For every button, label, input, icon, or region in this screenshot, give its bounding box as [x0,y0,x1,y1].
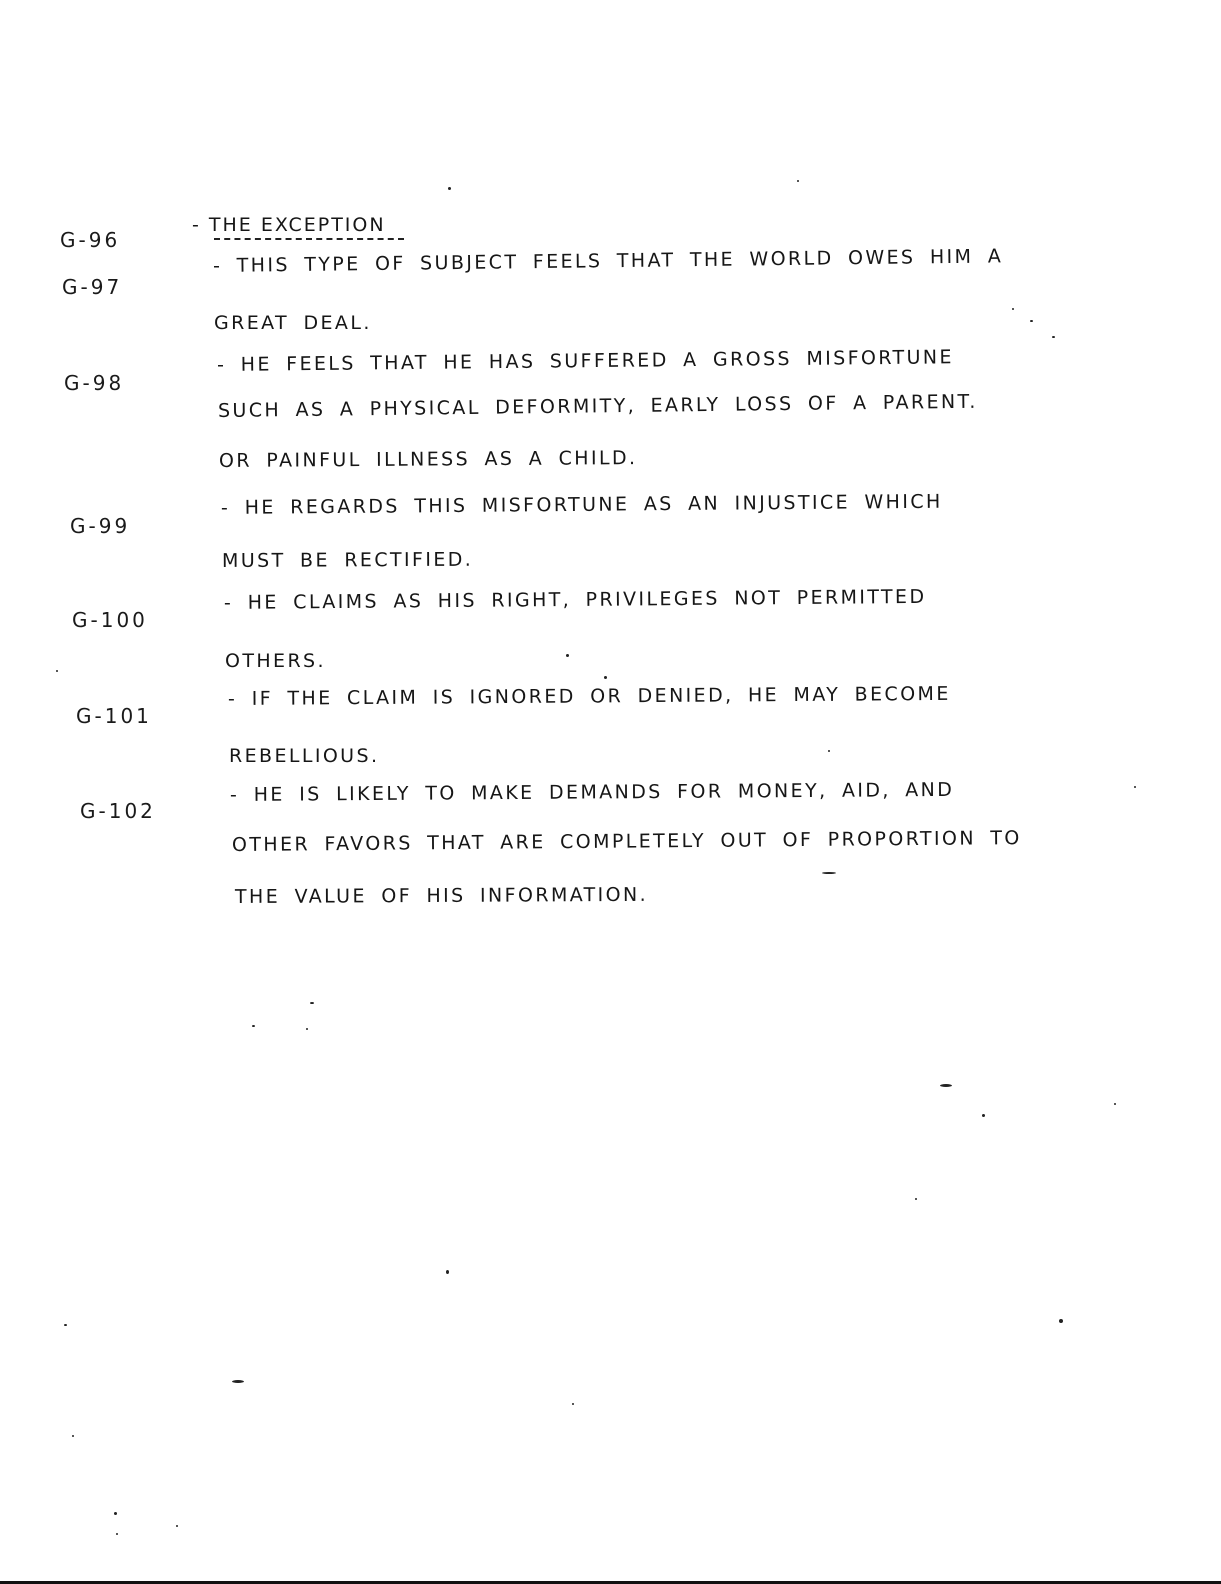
scan-speck [310,1002,314,1004]
scan-speck [1059,1319,1063,1323]
scan-speck [56,670,58,672]
scan-speck [116,1533,118,1535]
scan-speck [797,180,799,182]
scan-speck [252,1025,255,1027]
scan-speck [828,750,830,752]
item-g98-line-2: SUCH AS A PHYSICAL DEFORMITY, EARLY LOSS OF A PARENT. [217,390,978,422]
scan-speck [940,1084,952,1087]
scan-speck [306,1028,308,1030]
item-g102-line-1: - HE IS LIKELY TO MAKE DEMANDS FOR MONEY, AID, AND [229,778,955,806]
scan-speck [176,1525,178,1527]
item-code-g99: G-99 [70,514,131,538]
item-g97-line-1: - THIS TYPE OF SUBJECT FEELS THAT THE WORLD OWES HIM A [212,245,1004,277]
item-code-g97: G-97 [62,275,123,299]
heading-underline [214,238,404,240]
item-code-g101: G-101 [76,704,152,728]
scan-speck [572,1403,574,1405]
scan-speck [915,1198,917,1200]
item-code-g98: G-98 [64,371,125,395]
item-code-g102: G-102 [80,799,156,823]
item-code-g100: G-100 [72,608,148,632]
item-g98-line-3: OR PAINFUL ILLNESS AS A CHILD. [218,447,638,472]
scan-speck [1134,786,1136,788]
item-g102-line-2: OTHER FAVORS THAT ARE COMPLETELY OUT OF PROPORTION TO [231,827,1022,856]
scan-speck [1030,320,1033,322]
section-heading [192,214,404,240]
scan-speck [604,676,607,679]
scan-speck [566,654,569,657]
item-g98-line-1: - HE FEELS THAT HE HAS SUFFERED A GROSS MISFORTUNE [216,346,954,376]
scan-speck [446,1270,449,1274]
item-g102-line-3: THE VALUE OF HIS INFORMATION. [234,883,649,908]
item-g101-line-2: REBELLIOUS. [229,745,380,767]
item-g100-line-1: - HE CLAIMS AS HIS RIGHT, PRIVILEGES NOT PERMITTED [223,585,927,614]
scan-speck [232,1380,244,1383]
scan-speck [1012,308,1014,310]
scan-speck [1052,336,1055,338]
item-code-g96: G-96 [60,228,121,252]
section-heading-title: - THE EXCEPTION [192,214,386,236]
item-g100-line-2: OTHERS. [225,650,326,672]
scan-speck [1114,1103,1116,1105]
item-g99-line-1: - HE REGARDS THIS MISFORTUNE AS AN INJUSTICE WHICH [220,490,943,519]
item-g101-line-1: - IF THE CLAIM IS IGNORED OR DENIED, HE MAY BECOME [227,682,951,710]
scan-speck [982,1114,985,1117]
item-g99-line-2: MUST BE RECTIFIED. [221,548,474,572]
scan-speck [64,1324,67,1326]
item-g97-line-2: GREAT DEAL. [214,312,372,334]
scan-speck [448,187,451,190]
scan-speck [822,872,836,874]
scan-speck [114,1512,117,1515]
scan-speck [72,1435,74,1437]
